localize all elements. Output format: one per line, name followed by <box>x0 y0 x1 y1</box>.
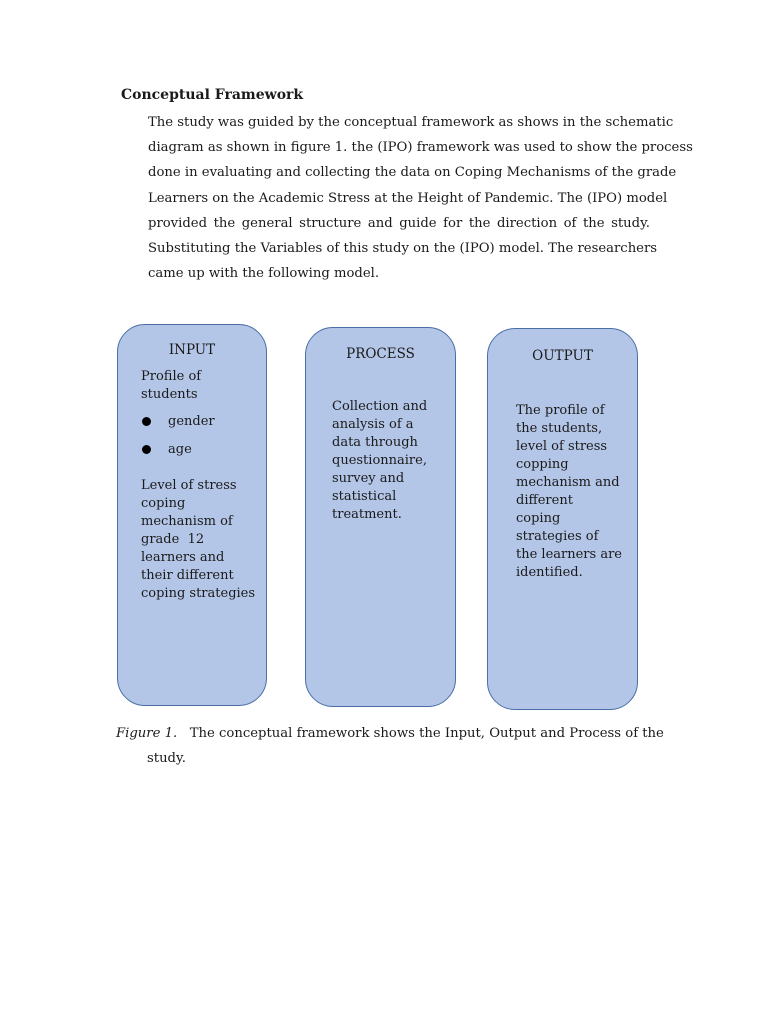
output-box <box>487 328 638 710</box>
output-line: the students, <box>516 421 603 436</box>
process-line: statistical <box>332 489 397 504</box>
paragraph-line: Substituting the Variables of this study on the (IPO) model. The researchers <box>148 241 658 257</box>
paragraph-line: The study was guided by the conceptual framework as shows in the schematic <box>148 115 674 130</box>
paragraph-line: diagram as shown in figure 1. the (IPO) framework was used to show the process <box>148 140 693 156</box>
output-line: copping <box>516 457 569 472</box>
process-line: survey and <box>332 471 405 486</box>
output-line: different <box>516 493 573 508</box>
caption-line: study. <box>147 751 186 767</box>
process-box-title: PROCESS <box>346 346 415 362</box>
section-heading: Conceptual Framework <box>121 87 304 103</box>
caption-line <box>116 721 664 746</box>
process-box <box>305 327 456 707</box>
input-line: Level of stress <box>141 478 237 493</box>
paragraph-line: came up with the following model. <box>148 266 380 282</box>
input-line: coping strategies <box>141 586 256 601</box>
input-line: their different <box>141 568 234 583</box>
bullet-dot-icon <box>142 417 151 426</box>
input-bullet-item <box>141 413 263 441</box>
input-bullet-label: age <box>168 442 192 457</box>
process-line: data through <box>332 435 418 450</box>
input-box <box>117 324 267 706</box>
input-bullet-list <box>141 413 263 469</box>
output-line: level of stress <box>516 439 608 454</box>
process-box-content <box>332 398 444 524</box>
output-box-content <box>516 402 628 582</box>
output-line: coping <box>516 511 561 526</box>
input-line: Profile of <box>141 369 202 384</box>
paragraph-line: provided the general structure and guide for the direction of the study. <box>148 215 650 231</box>
intro-paragraph <box>148 110 693 286</box>
input-box-title: INPUT <box>168 342 216 358</box>
paragraph-line: Learners on the Academic Stress at the Height of Pandemic. The (IPO) model <box>148 190 668 206</box>
process-line: Collection and <box>332 399 428 414</box>
input-line: mechanism of <box>141 514 233 529</box>
input-box-content <box>141 368 263 603</box>
input-bullet-item <box>141 441 263 469</box>
output-box-title: OUTPUT <box>532 348 593 364</box>
input-line: students <box>141 387 198 402</box>
input-line: learners and <box>141 550 225 565</box>
process-line: questionnaire, <box>332 453 427 468</box>
input-line: coping <box>141 496 186 511</box>
output-line: mechanism and <box>516 475 620 490</box>
output-line: identified. <box>516 565 583 580</box>
figure-caption <box>116 721 664 771</box>
output-line: strategies of <box>516 529 599 544</box>
figure-label: Figure 1. <box>116 726 178 741</box>
input-bullet-label: gender <box>168 414 215 429</box>
paragraph-line: done in evaluating and collecting the data on Coping Mechanisms of the grade <box>148 165 677 181</box>
bullet-dot-icon <box>142 445 151 454</box>
output-line: The profile of <box>516 403 605 418</box>
process-line: analysis of a <box>332 417 414 432</box>
caption-text: The conceptual framework shows the Input, Output and Process of the <box>189 726 664 741</box>
process-line: treatment. <box>332 507 402 522</box>
input-line: grade 12 <box>141 532 205 547</box>
output-line: the learners are <box>516 547 622 562</box>
